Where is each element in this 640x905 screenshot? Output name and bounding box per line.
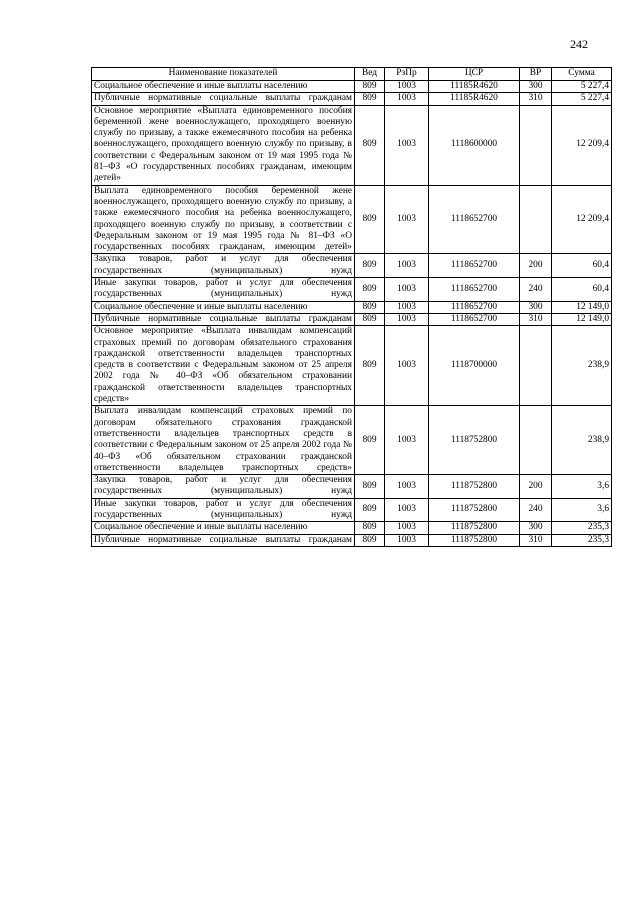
table-header-row xyxy=(92,68,612,81)
table-row xyxy=(92,254,612,278)
row-rzpr: 1003 xyxy=(385,326,429,406)
row-csr: 1118652700 xyxy=(429,254,520,278)
row-rzpr: 1003 xyxy=(385,254,429,278)
row-sum: 12 149,0 xyxy=(552,313,612,325)
row-name: Основное мероприятие «Выплата инвалидам компенсаций страховых премий по договорам обязательного страхования гражданской ответственности владельцев транспортных средств в соответствии с Федеральным законом от 25 апреля 2002 года № 40–ФЗ «Об обязательном страховании гражданской ответственности владельцев транспортных средств» xyxy=(92,326,355,406)
row-name: Публичные нормативные социальные выплаты гражданам xyxy=(92,93,355,105)
table-row xyxy=(92,313,612,325)
row-sum: 5 227,4 xyxy=(552,81,612,93)
row-name: Выплата инвалидам компенсаций страховых премий по договорам обязательного страхования гражданской ответственности владельцев транспортных средств в соответствии с Федеральным законом от 25 апреля 2002 года № 40–ФЗ «Об обязательном страховании гражданской ответственности владельцев транспортных средств» xyxy=(92,406,355,475)
row-ved: 809 xyxy=(355,475,385,499)
header-sum: Сумма xyxy=(552,68,612,81)
row-vr: 240 xyxy=(520,278,552,302)
row-vr: 200 xyxy=(520,254,552,278)
row-ved: 809 xyxy=(355,301,385,313)
row-name: Выплата единовременного пособия беременной жене военнослужащего, проходящего военную службу по призыву, а также ежемесячного пособия на ребенка военнослужащего, проходящего военную службу по призыву, в соответствии с Федеральным законом от 19 мая 1995 года № 81–ФЗ «О государственных пособиях гражданам, имеющим детей» xyxy=(92,185,355,254)
row-vr: 310 xyxy=(520,534,552,546)
row-name: Иные закупки товаров, работ и услуг для обеспечения государственных (муниципальных) нужд xyxy=(92,498,355,522)
row-csr: 1118752800 xyxy=(429,522,520,534)
row-name: Закупка товаров, работ и услуг для обеспечения государственных (муниципальных) нужд xyxy=(92,254,355,278)
row-vr: 240 xyxy=(520,498,552,522)
row-vr: 300 xyxy=(520,301,552,313)
row-csr: 1118652700 xyxy=(429,185,520,254)
row-csr: 1118752800 xyxy=(429,475,520,499)
row-rzpr: 1003 xyxy=(385,81,429,93)
row-sum: 60,4 xyxy=(552,278,612,302)
row-csr: 11185R4620 xyxy=(429,81,520,93)
table-row xyxy=(92,301,612,313)
row-ved: 809 xyxy=(355,313,385,325)
row-csr: 1118600000 xyxy=(429,105,520,185)
row-csr: 1118752800 xyxy=(429,534,520,546)
table-row xyxy=(92,81,612,93)
row-ved: 809 xyxy=(355,534,385,546)
row-ved: 809 xyxy=(355,522,385,534)
row-rzpr: 1003 xyxy=(385,278,429,302)
row-name: Закупка товаров, работ и услуг для обеспечения государственных (муниципальных) нужд xyxy=(92,475,355,499)
row-name: Социальное обеспечение и иные выплаты населению xyxy=(92,301,355,313)
row-sum: 12 149,0 xyxy=(552,301,612,313)
row-rzpr: 1003 xyxy=(385,93,429,105)
row-sum: 12 209,4 xyxy=(552,185,612,254)
table-row xyxy=(92,498,612,522)
row-sum: 235,3 xyxy=(552,534,612,546)
header-ved: Вед xyxy=(355,68,385,81)
row-vr: 300 xyxy=(520,81,552,93)
row-ved: 809 xyxy=(355,254,385,278)
header-vr: ВР xyxy=(520,68,552,81)
table-row xyxy=(92,522,612,534)
row-sum: 12 209,4 xyxy=(552,105,612,185)
row-ved: 809 xyxy=(355,406,385,475)
row-csr: 1118752800 xyxy=(429,498,520,522)
table-row xyxy=(92,534,612,546)
row-sum: 238,9 xyxy=(552,326,612,406)
row-vr: 300 xyxy=(520,522,552,534)
table-row xyxy=(92,185,612,254)
row-ved: 809 xyxy=(355,326,385,406)
row-vr xyxy=(520,185,552,254)
table-row xyxy=(92,105,612,185)
row-rzpr: 1003 xyxy=(385,534,429,546)
row-vr: 310 xyxy=(520,93,552,105)
row-sum: 235,3 xyxy=(552,522,612,534)
row-ved: 809 xyxy=(355,105,385,185)
header-name: Наименование показателей xyxy=(92,68,355,81)
budget-table xyxy=(91,67,612,547)
row-name: Публичные нормативные социальные выплаты гражданам xyxy=(92,534,355,546)
row-sum: 5 227,4 xyxy=(552,93,612,105)
row-name: Социальное обеспечение и иные выплаты населению xyxy=(92,81,355,93)
row-name: Публичные нормативные социальные выплаты гражданам xyxy=(92,313,355,325)
row-csr: 1118652700 xyxy=(429,301,520,313)
table-row xyxy=(92,406,612,475)
row-csr: 1118700000 xyxy=(429,326,520,406)
table-row xyxy=(92,278,612,302)
row-rzpr: 1003 xyxy=(385,406,429,475)
row-rzpr: 1003 xyxy=(385,105,429,185)
row-rzpr: 1003 xyxy=(385,475,429,499)
row-sum: 3,6 xyxy=(552,475,612,499)
row-ved: 809 xyxy=(355,278,385,302)
row-rzpr: 1003 xyxy=(385,498,429,522)
row-vr xyxy=(520,326,552,406)
row-rzpr: 1003 xyxy=(385,313,429,325)
row-ved: 809 xyxy=(355,185,385,254)
row-ved: 809 xyxy=(355,498,385,522)
row-rzpr: 1003 xyxy=(385,185,429,254)
row-vr xyxy=(520,406,552,475)
row-csr: 1118652700 xyxy=(429,313,520,325)
row-name: Иные закупки товаров, работ и услуг для обеспечения государственных (муниципальных) нужд xyxy=(92,278,355,302)
row-vr: 310 xyxy=(520,313,552,325)
row-sum: 60,4 xyxy=(552,254,612,278)
row-vr: 200 xyxy=(520,475,552,499)
table-row xyxy=(92,326,612,406)
row-rzpr: 1003 xyxy=(385,522,429,534)
row-rzpr: 1003 xyxy=(385,301,429,313)
row-name: Основное мероприятие «Выплата единовременного пособия беременной жене военнослужащего, проходящего военную службу по призыву, а также ежемесячного пособия на ребенка военнослужащего, проходящего военную службу по призыву, в соответствии с Федеральным законом от 19 мая 1995 года № 81–ФЗ «О государственных пособиях гражданам, имеющим детей» xyxy=(92,105,355,185)
row-sum: 238,9 xyxy=(552,406,612,475)
row-csr: 1118652700 xyxy=(429,278,520,302)
row-vr xyxy=(520,105,552,185)
table-row xyxy=(92,93,612,105)
row-csr: 1118752800 xyxy=(429,406,520,475)
row-sum: 3,6 xyxy=(552,498,612,522)
row-name: Социальное обеспечение и иные выплаты населению xyxy=(92,522,355,534)
row-ved: 809 xyxy=(355,81,385,93)
header-csr: ЦСР xyxy=(429,68,520,81)
page-number: 242 xyxy=(570,37,588,51)
header-rzpr: РзПр xyxy=(385,68,429,81)
row-ved: 809 xyxy=(355,93,385,105)
table-row xyxy=(92,475,612,499)
row-csr: 11185R4620 xyxy=(429,93,520,105)
